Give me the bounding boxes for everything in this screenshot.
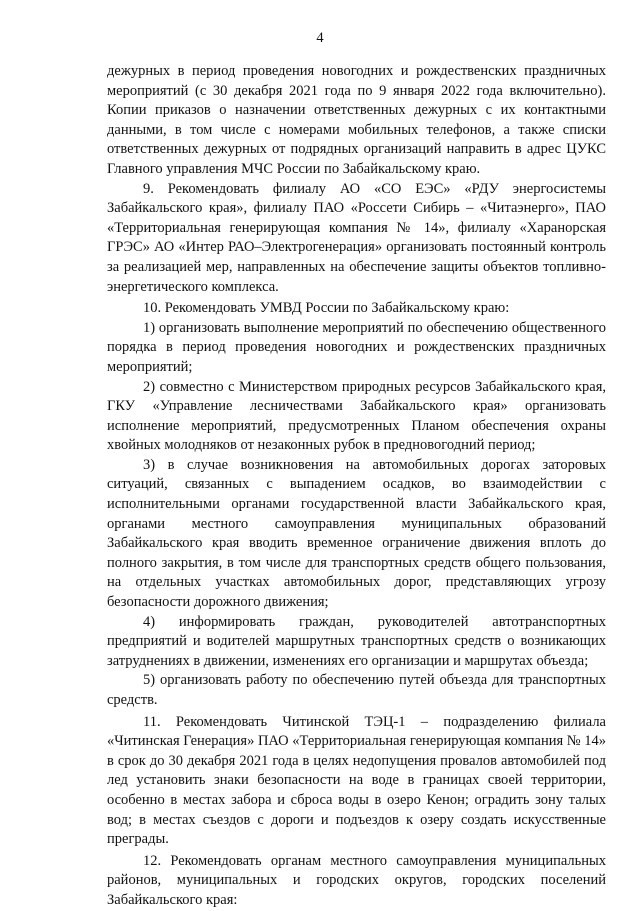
paragraph-item-9: 9. Рекомендовать филиалу АО «СО ЕЭС» «РДУ энергосистемы Забайкальского края», филиалу ПАО «Россети Сибирь – «Читаэнерго», ПАО «Территориальная генерирующая компания № 14», филиалу «Харанорская ГРЭС» АО «Интер РАО–Электрогенерация» организовать постоянный контроль за реализацией мер, направленных на обеспечение защиты объектов топливно-энергетического комплекса. (107, 180, 606, 295)
paragraph-subitem-10-5: 5) организовать работу по обеспечению путей объезда для транспортных средств. (107, 672, 606, 708)
document-body (107, 62, 606, 911)
paragraph-continuation-duty: дежурных в период проведения новогодних и рождественских праздничных мероприятий (с 30 декабря 2021 года по 9 января 2022 года включительно). Копии приказов о назначении ответственных дежурных с их контактными данными, в том числе с номерами мобильных телефонов, а также списки ответственных дежурных от подрядных организаций направить в адрес ЦУКС Главного управления МЧС России по Забайкальскому краю. (107, 63, 606, 177)
paragraph-item-10: 10. Рекомендовать УМВД России по Забайкальскому краю: (143, 300, 510, 317)
paragraph-subitem-10-2: 2) совместно с Министерством природных ресурсов Забайкальского края, ГКУ «Управление лесничествами Забайкальского края» организовать исполнение мероприятий, предусмотренных Планом обеспечения охраны хвойных молодняков от незаконных рубок в предновогодний период; (107, 378, 606, 454)
paragraph-item-12: 12. Рекомендовать органам местного самоуправления муниципальных районов, муниципальных и городских округов, городских поселений Забайкальского края: (107, 852, 606, 908)
page-number: 4 (316, 30, 324, 46)
paragraph-item-11: 11. Рекомендовать Читинской ТЭЦ-1 – подразделению филиала «Читинская Генерация» ПАО «Территориальная генерирующая компания № 14» в срок до 30 декабря 2021 года в целях недопущения провалов автомобилей под лед установить знаки безопасности на воде в границах своей территории, особенно в местах забора и сброса воды в озеро Кенон; оградить зону талых вод; в местах съездов с дороги и подъездов к озеру создать искусственные преграды. (107, 713, 606, 848)
paragraph-subitem-10-3: 3) в случае возникновения на автомобильных дорогах заторовых ситуаций, связанных с выпадением осадков, во взаимодействии с исполнительными органами государственной власти Забайкальского края, органами местного самоуправления муниципальных образований Забайкальского края вводить временное ограничение движения вплоть до полного закрытия, в том числе для транспортных средств общего пользования, на отдельных участках автомобильных дорог, представляющих угрозу безопасности дорожного движения; (107, 456, 606, 611)
paragraph-subitem-10-1: 1) организовать выполнение мероприятий по обеспечению общественного порядка в период проведения новогодних и рождественских праздничных мероприятий; (107, 319, 606, 375)
paragraph-subitem-10-4: 4) информировать граждан, руководителей автотранспортных предприятий и водителей маршрутных транспортных средств о возникающих затруднениях в движении, изменениях его организации и маршрутах объезда; (107, 613, 606, 669)
